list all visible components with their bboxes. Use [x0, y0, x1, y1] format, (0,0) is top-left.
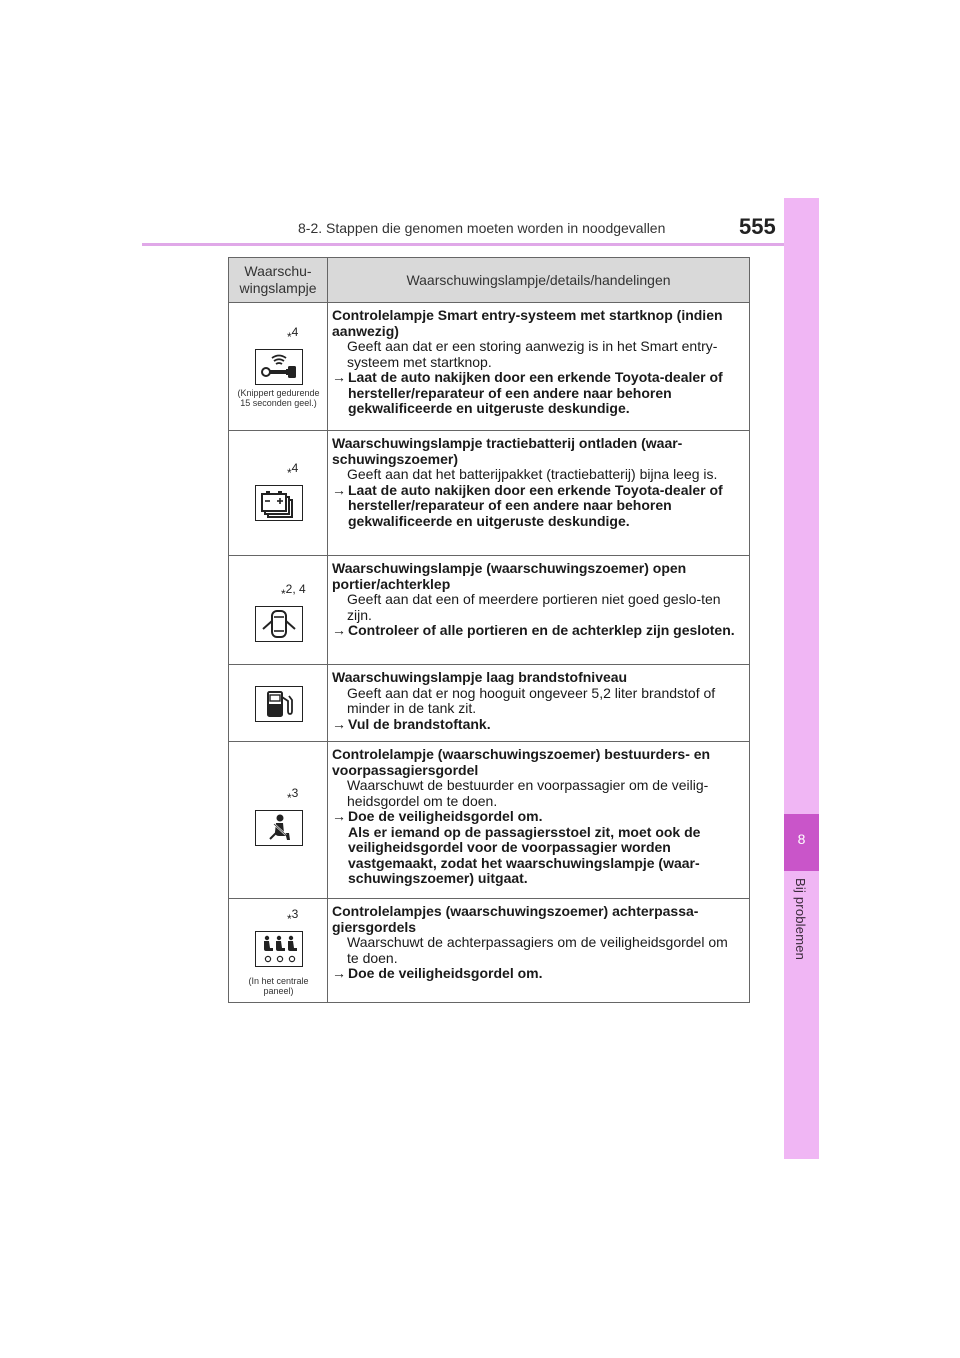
column-header-details: Waarschuwingslampje/details/handelingen: [328, 258, 750, 303]
description-title: Waarschuwingslampje laag brandstofniveau: [332, 669, 628, 685]
table-row: [229, 431, 750, 556]
table-row: [229, 303, 750, 431]
smart-entry-key-icon: [255, 349, 303, 385]
footnote-ref: *$^3$: [287, 786, 299, 805]
open-door-icon: [255, 606, 303, 642]
description-title: Controlelampjes (waarschuwingszoemer) achterpassa-giersgordels: [332, 903, 699, 935]
table-row: [229, 665, 750, 742]
traction-battery-icon: [255, 485, 303, 521]
description-text: Geeft aan dat er nog hooguit ongeveer 5,2 liter brandstof of minder in de tank zit.: [347, 684, 716, 716]
column-header-warning-light: Waarschu- wingslampje: [229, 258, 328, 303]
page-number: 555: [739, 214, 776, 239]
icon-cell: [229, 431, 328, 556]
description-action: → Doe de veiligheidsgordel om.: [332, 965, 543, 981]
table-row: [229, 899, 750, 1003]
description-action: → Vul de brandstoftank.: [332, 715, 491, 732]
description-text: Geeft aan dat een of meerdere portieren niet goed geslo-ten zijn.: [347, 591, 721, 623]
icon-cell: [229, 303, 328, 431]
icon-cell: [229, 556, 328, 665]
footnote-ref: *$^{2, 4}$: [281, 582, 306, 601]
icon-cell: [229, 899, 328, 1003]
header-rule: [142, 243, 819, 246]
icon-note: (Knippert gedurende 15 seconden geel.): [237, 388, 320, 408]
description-action: → Laat de auto nakijken door een erkende Toyota-dealer of hersteller/reparateur of een andere naar behoren gekwalificeerde en uitgeruste deskundige.: [332, 481, 723, 529]
description-cell: [328, 742, 750, 899]
chapter-number: 8: [797, 831, 806, 847]
description-text: Waarschuwt de achterpassagiers om de veiligheidsgordel om te doen.: [347, 934, 728, 966]
arrow-icon: →: [332, 622, 346, 638]
table-header-row: [229, 258, 750, 303]
description-action: → Doe de veiligheidsgordel om.: [332, 808, 543, 824]
icon-cell: [229, 665, 328, 742]
description-cell: [328, 899, 750, 1003]
footnote-ref: *$^3$: [287, 907, 299, 926]
chapter-number-box: [784, 814, 819, 871]
arrow-icon: →: [332, 965, 346, 981]
chapter-label: Bij problemen: [793, 878, 808, 961]
description-title: Controlelampje (waarschuwingszoemer) bestuurders- en voorpassagiersgordel: [332, 746, 711, 778]
arrow-icon: →: [332, 481, 346, 498]
arrow-icon: →: [332, 369, 346, 385]
description-cell: [328, 665, 750, 742]
icon-note: (In het centrale paneel): [248, 976, 309, 996]
footnote-ref: *$^4$: [287, 325, 299, 344]
chapter-side-tab: [784, 198, 819, 1159]
description-cell: [328, 431, 750, 556]
arrow-icon: →: [332, 715, 346, 732]
description-title: Waarschuwingslampje (waarschuwingszoemer) open portier/achterklep: [332, 560, 687, 592]
description-text: Waarschuwt de bestuurder en voorpassagier om de veilig-heidsgordel om te doen.: [347, 777, 709, 809]
description-action: → Laat de auto nakijken door een erkende Toyota-dealer of hersteller/reparateur of een andere naar behoren gekwalificeerde en uitgeruste deskundige.: [332, 369, 723, 416]
description-text: Geeft aan dat het batterijpakket (tractiebatterij) bijna leeg is.: [347, 466, 718, 482]
table-row: [229, 556, 750, 665]
fuel-pump-icon: [255, 686, 303, 722]
warning-lights-table: [228, 257, 750, 1003]
description-action: → Controleer of alle portieren en de achterklep zijn gesloten.: [332, 622, 735, 638]
description-cell: [328, 556, 750, 665]
description-title: Waarschuwingslampje tractiebatterij ontladen (waar-schuwingszoemer): [332, 435, 683, 467]
rear-seatbelts-icon: [255, 931, 303, 967]
icon-cell: [229, 742, 328, 899]
description-title: Controlelampje Smart entry-systeem met startknop (indien aanwezig): [332, 307, 723, 339]
running-header: 8-2. Stappen die genomen moeten worden in noodgevallen: [298, 220, 666, 236]
seatbelt-icon: [255, 810, 303, 846]
description-cell: [328, 303, 750, 431]
arrow-icon: →: [332, 808, 346, 824]
footnote-ref: *$^4$: [287, 461, 299, 480]
description-text: Geeft aan dat er een storing aanwezig is in het Smart entry-systeem met startknop.: [347, 338, 718, 370]
description-subaction: Als er iemand op de passagiersstoel zit, moet ook de veiligheidsgordel voor de voorpassagier worden vastgemaakt, zodat het waarschuwingslampje (waar-schuwingszoemer) uitgaat.: [348, 823, 701, 886]
table-row: [229, 742, 750, 899]
